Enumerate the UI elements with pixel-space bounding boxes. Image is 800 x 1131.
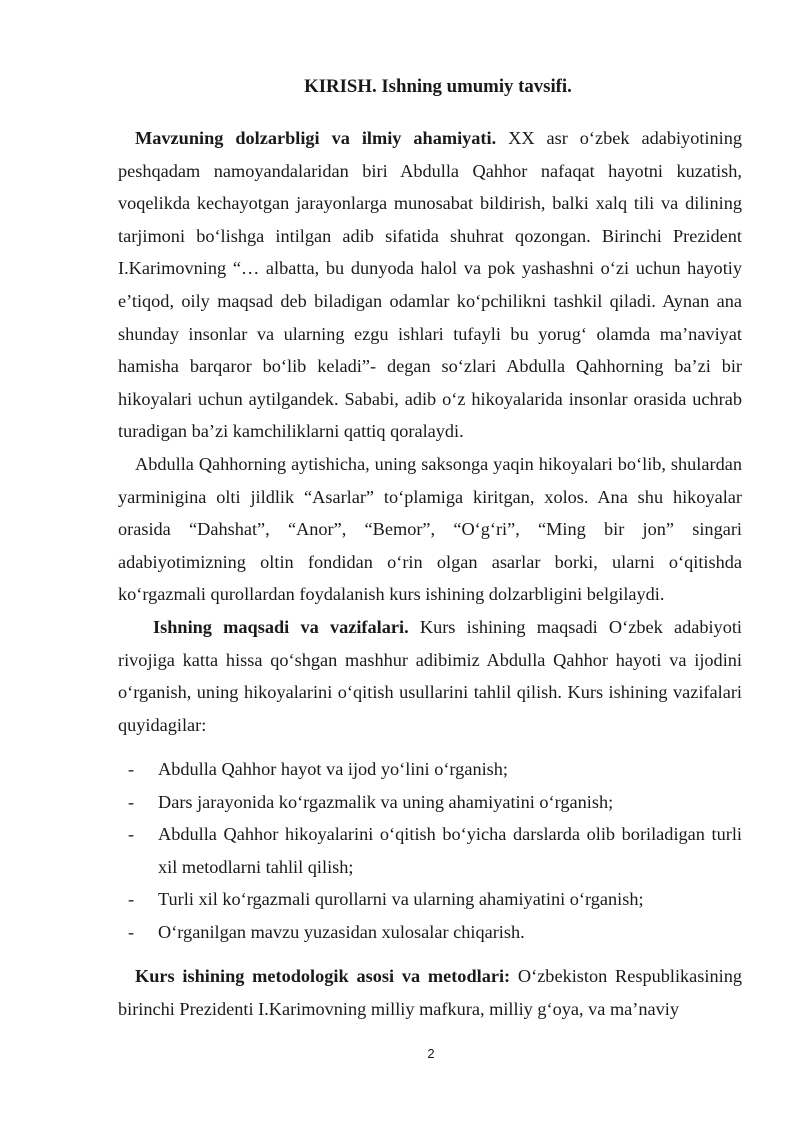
list-marker: - — [128, 759, 135, 779]
page-title: KIRISH. Ishning umumiy tavsifi. — [304, 76, 572, 97]
list-item-text: Abdulla Qahhor hayot va ijod yo‘lini o‘rganish; — [158, 759, 508, 779]
paragraph-goals — [118, 611, 742, 741]
list-item — [118, 786, 742, 819]
goals-heading: Ishning maqsadi va vazifalari. — [153, 617, 409, 637]
list-item-text: O‘rganilgan mavzu yuzasidan xulosalar chiqarish. — [158, 921, 525, 942]
paragraph-stories — [118, 448, 742, 611]
list-item — [118, 753, 742, 786]
paragraph-methodology — [118, 960, 742, 1025]
page-number: 2 — [427, 1046, 435, 1061]
methodology-heading: Kurs ishining metodologik asosi va metodlari: — [135, 966, 511, 986]
list-marker: - — [128, 921, 135, 942]
list-item — [118, 916, 742, 949]
stories-text: Abdulla Qahhorning aytishicha, uning saksonga yaqin hikoyalari bo‘lib, shulardan yarminigina olti jildlik “Asarlar” to‘plamiga kiritgan, xolos. Ana shu hikoyalar orasida “Dahshat”, “Anor”, “Bemor”, “O‘g‘ri”, “Ming bir jon” singari adabiyotimizning oltin fondidan o‘rin olgan asarlar borki, ularni o‘qitishda ko‘rgazmali qurollardan foydalanish kurs ishining dolzarbligini belgilaydi. — [118, 454, 742, 605]
goals-text: Kurs ishining maqsadi O‘zbek adabiyoti rivojiga katta hissa qo‘shgan mashhur adibimiz Abdulla Qahhor hayoti va ijodini o‘rganish, uning hikoyalarini o‘qitish usullarini tahlil qilish. Kurs ishining vazifalari quyidagilar: — [118, 617, 742, 735]
list-marker: - — [128, 889, 135, 910]
list-item — [118, 883, 742, 916]
list-marker: - — [128, 824, 135, 845]
list-item-text: Abdulla Qahhor hikoyalarini o‘qitish bo‘yicha darslarda olib boriladigan turli xil metodlarni tahlil qilish; — [158, 824, 742, 877]
relevance-heading: Mavzuning dolzarbligi va ilmiy ahamiyati. — [135, 128, 497, 148]
relevance-text: XX asr o‘zbek adabiyotining peshqadam namoyandalaridan biri Abdulla Qahhor nafaqat hayotni kuzatish, voqelikda kechayotgan jarayonlarga munosabat bildirish, balki xalq tili va dilining tarjimoni bo‘lishga intilgan adib sifatida shuhrat qozongan. Birinchi Prezident I.Karimovning “… albatta, bu dunyoda halol va pok yashashni o‘zi uchun hayotiy e’tiqod, oily maqsad deb biladigan odamlar ko‘pchilikni tashkil qiladi. Aynan ana shunday insonlar va ularning ezgu ishlari tufayli bu yorug‘ olamda ma’naviyat hamisha barqaror bo‘lib keladi”- degan so‘zlari Abdulla Qahhorning ba’zi bir hikoyalari uchun aytilgandek. Sababi, adib o‘z hikoyalarida insonlar orasida uchrab turadigan ba’zi kamchiliklarni qattiq qoralaydi. — [118, 128, 742, 442]
list-marker: - — [128, 791, 135, 812]
tasks-list — [118, 753, 742, 949]
list-item — [118, 818, 742, 883]
list-item-text: Turli xil ko‘rgazmali qurollarni va ularning ahamiyatini o‘rganish; — [158, 889, 644, 910]
paragraph-relevance — [118, 122, 742, 448]
list-item-text: Dars jarayonida ko‘rgazmalik va uning ahamiyatini o‘rganish; — [158, 791, 614, 812]
methodology-text: O‘zbekiston Respublikasining birinchi Prezidenti I.Karimovning milliy mafkura, milliy g‘oya, va ma’naviy — [118, 966, 742, 1019]
